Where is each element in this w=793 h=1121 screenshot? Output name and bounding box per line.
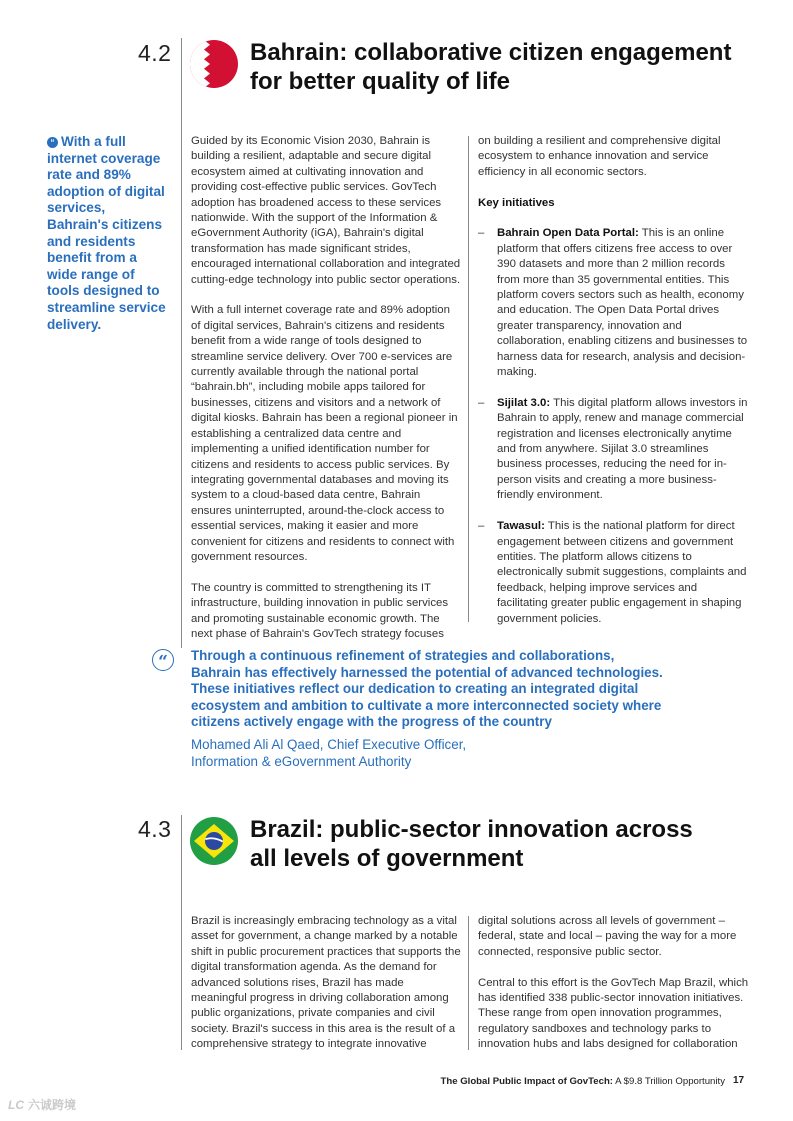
- dash-bullet: –: [478, 227, 485, 240]
- initiative-item: [478, 226, 750, 380]
- paragraph: With a full internet coverage rate and 89% adoption of digital services, Bahrain's citizens and residents benefit from a wide range of tools designed to streamline service delivery. Over 700 e-services are currently available through the national portal “bahrain.bh”, including mobile apps tailored for businesses, citizens and visitors and a network of digital kiosks. Bahrain has been a regional pioneer in establishing a centralized data centre and implementing a unified identification number for citizens and residents to access public services. By integrating governmental databases and moving its system to a cloud-based data centre, Bahrain ensures uninterrupted, around-the-clock access to essential services, making it easier and more convenient for citizens and residents to connect with government resources.: [191, 304, 458, 563]
- bahrain-flag-icon: [190, 40, 238, 88]
- column-divider-line: [468, 136, 469, 622]
- column-divider-line: [468, 916, 469, 1050]
- paragraph: The country is committed to strengthening its IT infrastructure, building innovation in public services and promoting sustainable economic growth. The next phase of Bahrain's GovTech strategy focuses: [191, 581, 449, 640]
- section-number: 4.2: [138, 40, 172, 66]
- section-title: [250, 38, 770, 96]
- initiatives-list: [478, 226, 750, 627]
- body-column-left: [191, 914, 461, 1053]
- body-column-right: [478, 134, 750, 627]
- section-divider-line: [181, 38, 182, 648]
- report-subtitle: A $9.8 Trillion Opportunity: [613, 1076, 725, 1087]
- brazil-flag-icon: [190, 817, 238, 865]
- section-number: 4.3: [138, 816, 172, 842]
- watermark: [8, 1096, 76, 1113]
- initiative-name: Sijilat 3.0:: [497, 396, 551, 409]
- dash-bullet: –: [478, 520, 485, 533]
- report-title: The Global Public Impact of GovTech:: [440, 1076, 613, 1087]
- sidebar-quote-text: With a full internet coverage rate and 89% adoption of digital services, Bahrain's citizens and residents benefit from a wide range of tools designed to streamline service delivery.: [47, 134, 166, 332]
- section-title-line: Brazil: public-sector innovation across: [250, 816, 693, 843]
- section-title-line: for better quality of life: [250, 68, 511, 95]
- page-number: 17: [733, 1075, 745, 1086]
- attribution-line: Information & eGovernment Authority: [191, 753, 412, 769]
- attribution-line: Mohamed Ali Al Qaed, Chief Executive Officer,: [191, 737, 467, 752]
- sidebar-quote: [47, 134, 169, 333]
- paragraph: on building a resilient and comprehensive digital ecosystem to enhance innovation and service efficiency in all economic sectors.: [478, 135, 721, 178]
- initiative-item: [478, 396, 750, 504]
- section-title: [250, 815, 770, 873]
- section-divider-line: [181, 815, 182, 1050]
- initiative-description: This digital platform allows investors in Bahrain to apply, renew and manage commercial registration and licenses electronically anytime and from anywhere. Sijilat 3.0 streamlines business processes, reducing the need for in-person visits and creating a more business-friendly environment.: [497, 396, 748, 502]
- initiative-description: This is the national platform for direct engagement between citizens and government entities. The platform allows citizens to electronically submit suggestions, complaints and feedback, helping improve services and facilitating greater public engagement in shaping government policies.: [497, 520, 747, 625]
- body-column-right: [478, 914, 750, 1053]
- initiative-item: [478, 519, 750, 627]
- paragraph: digital solutions across all levels of government – federal, state and local – paving the way for a more connected, responsive public sector.: [478, 915, 737, 958]
- paragraph: Central to this effort is the GovTech Map Brazil, which has identified 338 public-sector innovation initiatives. These range from open innovation programmes, regulatory sandboxes and technology parks to innovation hubs and labs designed for collaboration: [478, 976, 749, 1051]
- key-initiatives-heading: Key initiatives: [478, 196, 555, 209]
- section-title-line: all levels of government: [250, 845, 524, 872]
- footer-report-title: [433, 1076, 725, 1087]
- pull-quote: Through a continuous refinement of strategies and collaborations, Bahrain has effectively harnessed the potential of advanced technologies. These initiatives reflect our dedication to creating an integrated digital ecosystem and ambition to cultivate a more interconnected society where citizens actively engage with the progress of the country: [191, 648, 663, 729]
- watermark-text: 六诚跨境: [28, 1098, 77, 1112]
- quote-icon: “: [152, 649, 174, 671]
- quote-icon: “: [47, 137, 58, 148]
- dash-bullet: –: [478, 396, 485, 409]
- body-column-left: [191, 134, 461, 642]
- initiative-name: Tawasul:: [497, 520, 545, 533]
- initiative-name: Bahrain Open Data Portal:: [497, 227, 639, 240]
- paragraph: Brazil is increasingly embracing technology as a vital asset for government, a change marked by a notable shift in public procurement practices that supports the digital transformation agenda. As the demand for advanced solutions rises, Brazil has made meaningful progress in driving collaboration among public organizations, private companies and civil society. Brazil's success in this area is the result of a comprehensive strategy to integrate innovative: [191, 915, 461, 1051]
- initiative-description: This is an online platform that offers citizens free access to over 390 datasets and more than 2 million records from more than 35 governmental entities. This platform covers sectors such as health, economy and education. The Open Data Portal drives greater transparency, innovation and collaboration, enabling citizens and businesses to harness data for research, analysis and decision-making.: [497, 227, 748, 379]
- pull-quote-attribution: [191, 737, 591, 770]
- paragraph: Guided by its Economic Vision 2030, Bahrain is building a resilient, adaptable and secure digital ecosystem aimed at cultivating innovation and providing cost-effective public services. GovTech adoption has broadened access to these services nationwide. With the support of the Information & eGovernment Authority (iGA), Bahrain's digital transformation has made significant strides, encouraged international collaboration and integrated cutting-edge technology into public sector operations.: [191, 135, 461, 286]
- section-title-line: Bahrain: collaborative citizen engagement: [250, 39, 732, 66]
- watermark-logo: LC: [8, 1098, 24, 1112]
